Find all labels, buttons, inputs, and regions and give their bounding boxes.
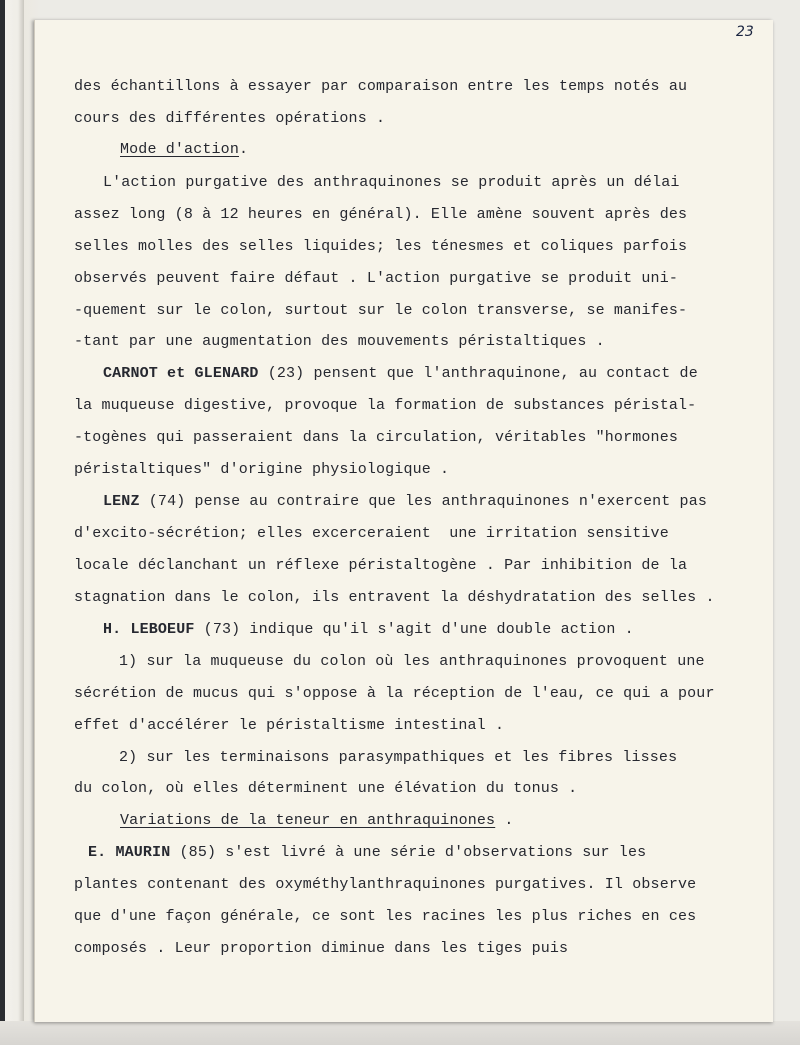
author-name: CARNOT et GLENARD — [103, 365, 259, 382]
text-line — [74, 238, 687, 256]
text-segment: d'excito-sécrétion; elles excerceraient une irritation sensitive — [74, 525, 669, 542]
text-segment: stagnation dans le colon, ils entravent la déshydratation des selles . — [74, 589, 715, 606]
text-line — [74, 302, 687, 320]
text-line — [103, 365, 698, 383]
page-number: 23 — [736, 24, 754, 40]
text-segment: 2) sur les terminaisons parasympathiques et les fibres lisses — [119, 749, 678, 766]
author-name: H. LEBOEUF — [103, 621, 195, 638]
facing-page-edge — [0, 0, 24, 1045]
text-segment: . — [495, 812, 514, 829]
text-line — [74, 78, 687, 96]
text-line — [74, 940, 568, 958]
text-segment: . — [238, 141, 249, 158]
text-segment: selles molles des selles liquides; les ténesmes et coliques parfois — [74, 238, 688, 255]
text-segment: composés . Leur proportion diminue dans les tiges puis — [74, 940, 569, 957]
text-segment: -tant par une augmentation des mouvements péristaltiques . — [74, 333, 605, 350]
text-line — [74, 525, 669, 543]
text-segment: observés peuvent faire défaut . L'action purgative se produit uni- — [74, 270, 678, 287]
text-segment: que d'une façon générale, ce sont les racines les plus riches en ces — [74, 908, 697, 925]
text-segment: péristaltiques" d'origine physiologique . — [74, 461, 450, 478]
text-line — [74, 557, 687, 575]
text-line — [88, 844, 646, 862]
text-segment: -quement sur le colon, surtout sur le colon transverse, se manifes- — [74, 302, 688, 319]
text-line — [74, 589, 715, 607]
text-segment: assez long (8 à 12 heures en général). Elle amène souvent après des — [74, 206, 688, 223]
text-line — [74, 270, 678, 288]
text-line — [74, 717, 504, 735]
text-segment: (73) indique qu'il s'agit d'une double action . — [194, 621, 634, 638]
text-line — [120, 141, 248, 159]
text-segment: cours des différentes opérations . — [74, 110, 386, 127]
text-line — [74, 333, 605, 351]
text-line — [103, 621, 634, 639]
text-segment: plantes contenant des oxyméthylanthraquinones purgatives. Il observe — [74, 876, 697, 893]
typewritten-page — [34, 20, 773, 1022]
text-line — [74, 110, 385, 128]
text-segment: L'action purgative des anthraquinones se produit après un délai — [103, 174, 680, 191]
text-segment: sécrétion de mucus qui s'oppose à la réception de l'eau, ce qui a pour — [74, 685, 715, 702]
text-segment: -togènes qui passeraient dans la circulation, véritables "hormones — [74, 429, 678, 446]
author-name: LENZ — [103, 493, 140, 510]
text-segment: 1) sur la muqueuse du colon où les anthraquinones provoquent une — [119, 653, 705, 670]
text-line — [74, 206, 687, 224]
text-line — [119, 749, 677, 767]
text-line — [74, 876, 696, 894]
text-line — [103, 174, 680, 192]
text-segment: (23) pensent que l'anthraquinone, au contact de — [258, 365, 698, 382]
text-segment: la muqueuse digestive, provoque la formation de substances péristal- — [74, 397, 697, 414]
text-segment: du colon, où elles déterminent une élévation du tonus . — [74, 780, 578, 797]
text-segment: effet d'accélérer le péristaltisme intestinal . — [74, 717, 505, 734]
text-line — [74, 908, 696, 926]
section-heading: Mode d'action — [120, 141, 239, 158]
text-segment: locale déclanchant un réflexe péristaltogène . Par inhibition de la — [74, 557, 688, 574]
text-line — [103, 493, 707, 511]
section-heading: Variations de la teneur en anthraquinones — [120, 812, 496, 829]
text-line — [119, 653, 705, 671]
text-line — [74, 429, 678, 447]
text-segment: des échantillons à essayer par comparaison entre les temps notés au — [74, 78, 688, 95]
text-line — [74, 461, 449, 479]
text-segment: (85) s'est livré à une série d'observations sur les — [170, 844, 647, 861]
text-segment: (74) pense au contraire que les anthraquinones n'exercent pas — [139, 493, 707, 510]
text-line — [74, 685, 715, 703]
text-line — [74, 780, 577, 798]
scanner-bed — [0, 1021, 800, 1045]
text-line — [120, 812, 514, 830]
text-line — [74, 397, 696, 415]
author-name: E. MAURIN — [88, 844, 171, 861]
